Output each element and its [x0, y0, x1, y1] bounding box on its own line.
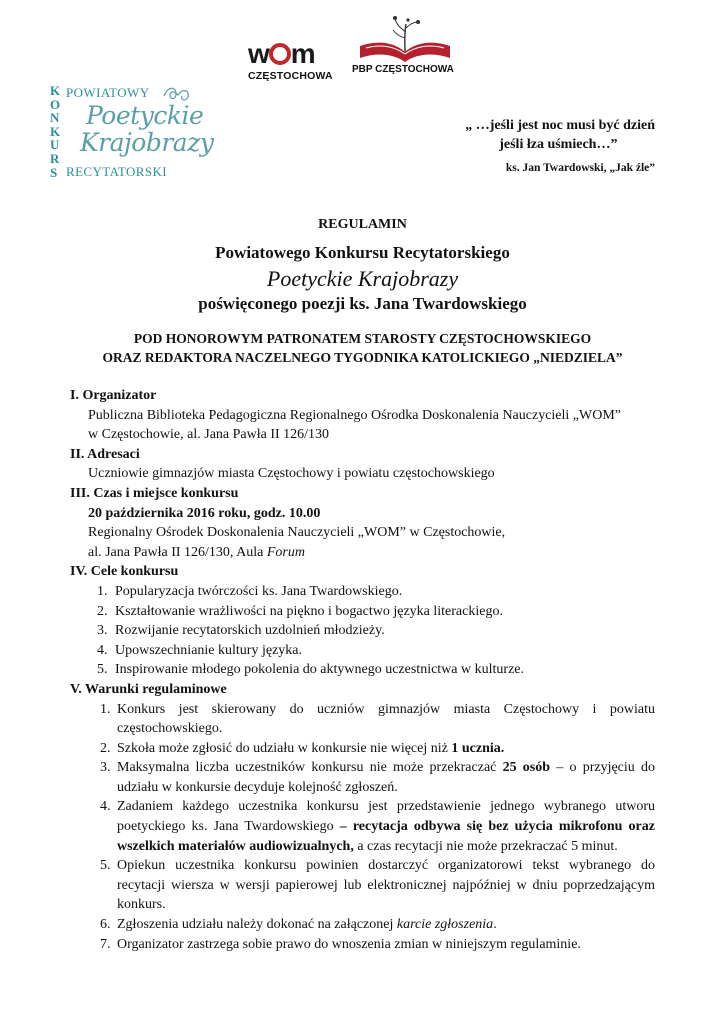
- epigraph-quote: [465, 116, 655, 154]
- list-item: [114, 915, 655, 935]
- konkurs-powiatowy: POWIATOWY: [66, 85, 150, 100]
- title-line-1: Powiatowego Konkursu Recytatorskiego: [215, 243, 510, 262]
- konkurs-script-poetyckie: Poetyckie: [86, 101, 204, 130]
- pbp-logo: [352, 14, 458, 84]
- czas-line-1: Regionalny Ośrodek Doskonalenia Nauczycieli „WOM” w Częstochowie,: [88, 525, 506, 541]
- czas-date: 20 października 2016 roku, godz. 10.00: [88, 505, 321, 521]
- list-item: 3. Rozwijanie recytatorskich uzdolnień młodzieży.: [111, 621, 655, 641]
- warunki-4-bold: – recytacja odbywa się bez użycia mikrofonu oraz wszelkich materiałów audiowizualnych,: [117, 819, 655, 854]
- warunki-2-bold: 1 ucznia.: [451, 740, 505, 756]
- cele-list: [70, 582, 655, 680]
- quote-attribution: ks. Jan Twardowski, „Jak źle”: [505, 162, 655, 174]
- konkurs-logo: [50, 82, 214, 182]
- section-heading-warunki: V. Warunki regulaminowe: [70, 681, 227, 697]
- konkurs-vertical-letters: [50, 84, 60, 179]
- warunki-6-ital: karcie zgłoszenia: [396, 917, 494, 933]
- section-heading-adresaci: II. Adresaci: [70, 446, 140, 462]
- title-contest-name: Poetyckie Krajobrazy: [266, 266, 459, 291]
- konkurs-letter: S: [50, 164, 58, 180]
- czas-aula-name: Forum: [266, 544, 305, 560]
- quote-line-2: jeśli łza uśmiech…”: [499, 137, 618, 152]
- konkurs-letter: O: [50, 96, 61, 112]
- adresaci-line-1: Uczniowie gimnazjów miasta Częstochowy i powiatu częstochowskiego: [88, 466, 495, 482]
- section-heading-czas: III. Czas i miejsce konkursu: [70, 485, 239, 501]
- warunki-3-post: – o przyjęciu do udziału w konkursie decyduje kolejność zgłoszeń.: [117, 760, 655, 795]
- konkurs-letter: R: [50, 150, 60, 166]
- konkurs-letter: U: [50, 137, 60, 153]
- warunki-2-text: Szkoła może zgłosić do udziału w konkursie nie więcej niż: [117, 740, 452, 756]
- warunki-3-text: Maksymalna liczba uczestników konkursu nie może przekraczać: [117, 760, 503, 776]
- title-line-3: poświęconego poezji ks. Jana Twardowskiego: [198, 294, 527, 313]
- patronage-line-1: POD HONOROWYM PATRONATEM STAROSTY CZĘSTOCHOWSKIEGO: [133, 331, 592, 346]
- konkurs-letter: K: [50, 123, 61, 139]
- title-block: [0, 216, 725, 367]
- title-regulamin: REGULAMIN: [318, 217, 407, 232]
- quote-line-1: „ …jeśli jest noc musi być dzień: [465, 118, 655, 133]
- czas-line-2: [70, 543, 655, 563]
- warunki-4-post: a czas recytacji nie może przekraczać 5 minut.: [353, 838, 618, 854]
- konkurs-letter: N: [50, 110, 60, 126]
- section-heading-organizator: I. Organizator: [70, 388, 157, 403]
- warunki-6-text: Zgłoszenia udziału należy dokonać na załączonej: [117, 917, 397, 933]
- czas-line-2-text: al. Jana Pawła II 126/130, Aula: [88, 544, 267, 560]
- list-item: 5. Inspirowanie młodego pokolenia do aktywnego uczestnictwa w kulturze.: [111, 660, 655, 680]
- list-item: 2. Kształtowanie wrażliwości na piękno i bogactwo języka literackiego.: [111, 602, 655, 622]
- list-item: [114, 739, 655, 759]
- pbp-logo-text: PBP CZĘSTOCHOWA: [352, 64, 454, 75]
- list-item: [114, 758, 655, 797]
- wom-logo-mark: w m: [248, 38, 315, 69]
- patronage-block: [0, 329, 725, 367]
- wom-logo-city: CZĘSTOCHOWA: [248, 70, 333, 82]
- list-item: 1. Konkurs jest skierowany do uczniów gimnazjów miasta Częstochowy i powiatu częstochowskiego.: [114, 700, 655, 739]
- warunki-3-bold: 25 osób: [502, 760, 551, 776]
- book-tree-icon: [352, 14, 458, 64]
- wom-logo: [248, 40, 348, 82]
- list-item: 5. Opiekun uczestnika konkursu powinien dostarczyć organizatorowi tekst wybranego do recytacji wiersza w wersji papierowej lub elektronicznej najpóźniej w dniu poprzedzającym konkurs.: [114, 856, 655, 915]
- organizator-line-2: w Częstochowie, al. Jana Pawła II 126/130: [88, 427, 330, 443]
- konkurs-letter: K: [50, 83, 61, 98]
- list-item: 1. Popularyzacja twórczości ks. Jana Twardowskiego.: [111, 582, 655, 602]
- header-logos: [248, 14, 458, 84]
- warunki-6-post: .: [493, 917, 497, 933]
- konkurs-script-krajobrazy: Krajobrazy: [80, 128, 214, 157]
- organizator-line-1: Publiczna Biblioteka Pedagogiczna Regionalnego Ośrodka Doskonalenia Nauczycieli „WOM”: [88, 407, 621, 423]
- regulations-body: [70, 386, 655, 954]
- list-item: [114, 797, 655, 856]
- patronage-line-2: ORAZ REDAKTORA NACZELNEGO TYGODNIKA KATOLICKIEGO „NIEDZIELA”: [102, 350, 623, 365]
- warunki-4-text: Zadaniem każdego uczestnika konkursu jest przedstawienie jednego wybranego utworu poetyckiego ks. Jana Twardowskiego: [117, 799, 655, 835]
- konkurs-recytatorski: RECYTATORSKI: [66, 164, 168, 179]
- list-item: 4. Upowszechnianie kultury języka.: [111, 641, 655, 661]
- list-item: 7. Organizator zastrzega sobie prawo do wnoszenia zmian w niniejszym regulaminie.: [114, 935, 655, 955]
- warunki-list: [70, 700, 655, 955]
- section-heading-cele: IV. Cele konkursu: [70, 564, 179, 580]
